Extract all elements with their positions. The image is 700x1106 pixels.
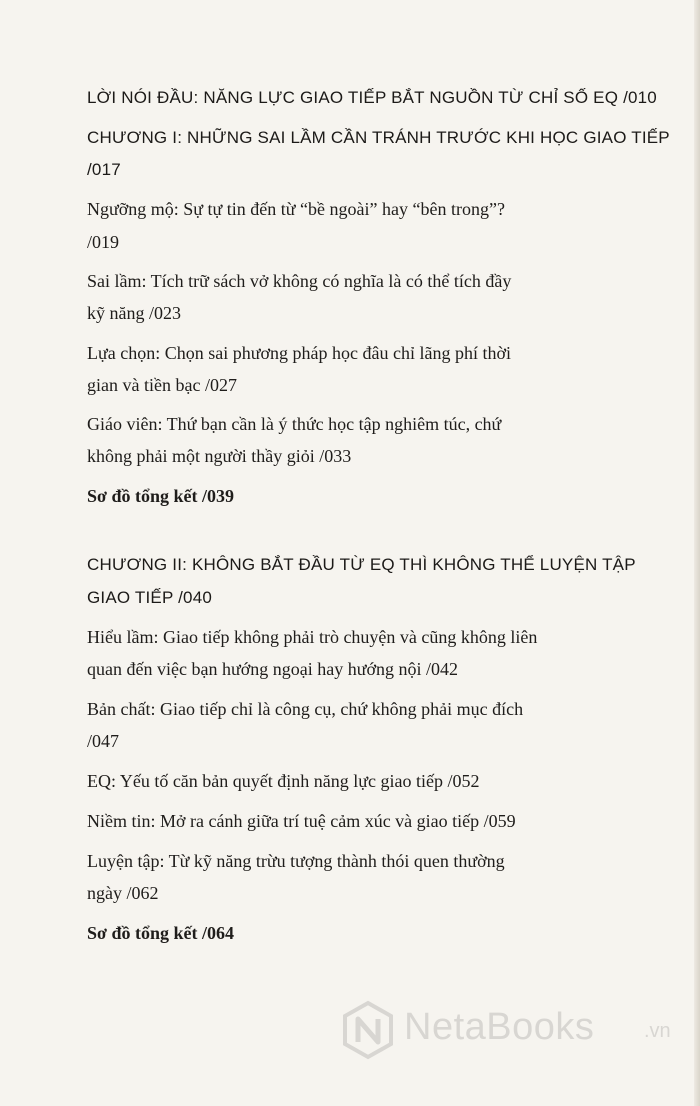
toc-entry-line: gian và tiền bạc /027: [87, 375, 237, 395]
toc-entry-line: Niềm tin: Mở ra cánh giữa trí tuệ cảm xúc và giao tiếp /059: [87, 811, 516, 831]
toc-entry-line: Bản chất: Giao tiếp chỉ là công cụ, chứ không phải mục đích: [87, 699, 524, 719]
toc-entry-line: Hiểu lầm: Giao tiếp không phải trò chuyện và cũng không liên: [87, 627, 538, 647]
chapter-2-summary: Sơ đồ tổng kết /064: [87, 923, 234, 943]
toc-entry-line: Giáo viên: Thứ bạn cần là ý thức học tập nghiêm túc, chứ: [87, 414, 502, 434]
toc-entry-line: kỹ năng /023: [87, 303, 181, 323]
watermark-brand: NetaBooks: [404, 1006, 595, 1048]
chapter-2-heading-cont: GIAO TIẾP /040: [87, 588, 213, 607]
page-edge: [694, 0, 700, 1106]
toc-entry-line: Ngưỡng mộ: Sự tự tin đến từ “bề ngoài” hay “bên trong”?: [87, 199, 505, 219]
preface-heading: LỜI NÓI ĐẦU: NĂNG LỰC GIAO TIẾP BẮT NGUỒN TỪ CHỈ SỐ EQ /010: [87, 88, 657, 107]
chapter-2-heading: CHƯƠNG II: KHÔNG BẮT ĐẦU TỪ EQ THÌ KHÔNG THỂ LUYỆN TẬP: [87, 555, 636, 574]
netabooks-logo-icon: [338, 1000, 398, 1060]
toc-entry-line: quan đến việc bạn hướng ngoại hay hướng nội /042: [87, 659, 458, 679]
toc-entry-line: không phải một người thầy giỏi /033: [87, 446, 352, 466]
chapter-1-summary: Sơ đồ tổng kết /039: [87, 486, 234, 506]
toc-entry-line: /019: [87, 232, 120, 252]
toc-entry-line: EQ: Yếu tố căn bản quyết định năng lực giao tiếp /052: [87, 771, 480, 791]
toc-entry-line: ngày /062: [87, 883, 159, 903]
netabooks-watermark: [338, 1000, 678, 1060]
toc-entry-line: /047: [87, 731, 120, 751]
toc-entry-line: Luyện tập: Từ kỹ năng trừu tượng thành thói quen thường: [87, 851, 505, 871]
toc-entry-line: Lựa chọn: Chọn sai phương pháp học đâu chỉ lãng phí thời: [87, 343, 511, 363]
toc-entry-line: Sai lầm: Tích trữ sách vở không có nghĩa là có thể tích đầy: [87, 271, 512, 291]
watermark-suffix: .vn: [644, 1020, 671, 1042]
chapter-1-heading: CHƯƠNG I: NHỮNG SAI LẦM CẦN TRÁNH TRƯỚC KHI HỌC GIAO TIẾP: [87, 128, 670, 147]
chapter-1-heading-page: /017: [87, 160, 121, 179]
